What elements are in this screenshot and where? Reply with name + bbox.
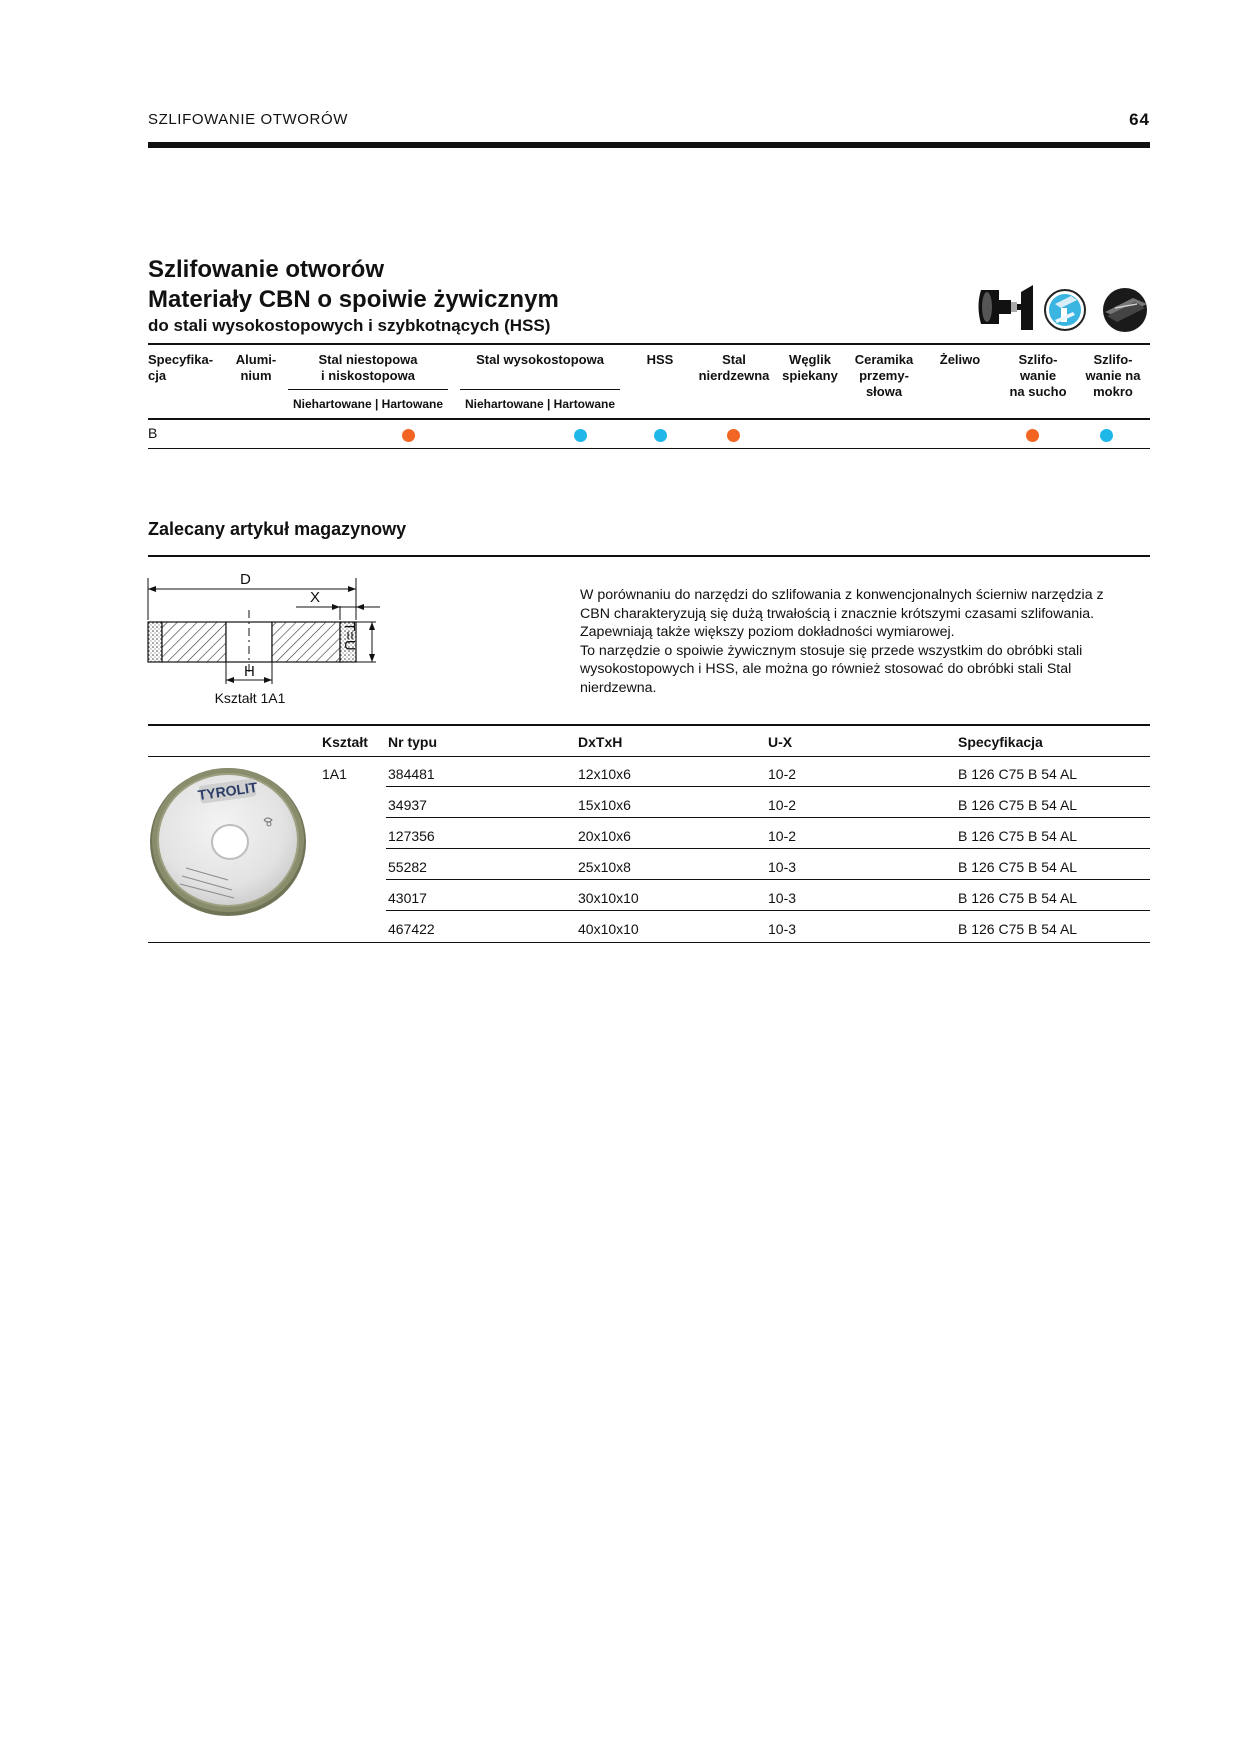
spec-header-low-alloy-steel: Stal niestopowa i niskostopowa <box>318 352 418 383</box>
cell-dimensions: 40x10x10 <box>578 921 639 937</box>
shape-caption: Kształt 1A1 <box>214 690 286 706</box>
spec-header-ceramic: Ceramika przemy- słowa <box>854 352 914 399</box>
low-alloy-subheader: Niehartowane | Hartowane <box>292 397 444 411</box>
wheel-brand-logo: TYROLIT <box>196 778 259 804</box>
steel-profile-icon <box>1045 290 1085 330</box>
product-table-header-rule <box>148 756 1150 757</box>
cell-dimensions: 25x10x8 <box>578 859 631 875</box>
spec-header-stainless: Stal nierdzewna <box>698 352 770 383</box>
cell-specification: B 126 C75 B 54 AL <box>958 766 1078 782</box>
spec-row-label: B <box>148 425 158 441</box>
product-table-top-rule <box>148 724 1150 726</box>
cell-specification: B 126 C75 B 54 AL <box>958 921 1078 937</box>
column-header-specification: Specyfikacja <box>958 734 1043 750</box>
spec-header-cast-iron: Żeliwo <box>939 352 981 367</box>
cell-dimensions: 30x10x10 <box>578 890 639 906</box>
cell-u-x: 10-3 <box>768 859 797 875</box>
suitability-dot-low-alloy-hardened <box>402 429 415 442</box>
grinding-wheel-image <box>148 760 308 920</box>
cell-type-no: 43017 <box>388 890 427 906</box>
spec-table-header-rule <box>148 418 1150 420</box>
suitability-dot-wet-grinding <box>1100 429 1113 442</box>
recommended-section-title: Zalecany artykuł magazynowy <box>148 519 407 539</box>
table-row-divider <box>386 910 1150 911</box>
cell-dimensions: 15x10x6 <box>578 797 631 813</box>
spec-header-specification: Specyfika- cja <box>148 352 214 383</box>
suitability-dot-dry-grinding <box>1026 429 1039 442</box>
running-header-title: SZLIFOWANIE OTWORÓW <box>148 111 348 128</box>
cell-specification: B 126 C75 B 54 AL <box>958 828 1078 844</box>
cell-u-x: 10-3 <box>768 921 797 937</box>
spec-header-wet-grinding: Szlifo- wanie na mokro <box>1085 352 1141 399</box>
spec-header-high-alloy-steel: Stal wysokostopowa <box>476 352 604 367</box>
header-rule <box>148 142 1150 148</box>
spec-table-bottom-rule <box>148 448 1150 449</box>
table-row-divider <box>386 817 1150 818</box>
column-header-shape: Kształt <box>322 734 368 750</box>
product-table-bottom-rule <box>148 942 1150 943</box>
cell-type-no: 467422 <box>388 921 435 937</box>
suitability-dot-high-alloy-hardened <box>574 429 587 442</box>
product-description: W porównaniu do narzędzi do szlifowania z konwencjonalnych ścierniw narzędzia z CBN charakteryzują się dużą trwałością i znacznie krótszymi czasami szlifowania. Zapewniają także większy poziom dokładności wymiarowej. To narzędzie o spoiwie żywicznym stosuje się przede wszystkim do obróbki stali wysokostopowych i HSS, ale można go również stosować do obróbki stali Stal nierdzewna. <box>580 587 1104 696</box>
dimension-label-x: X <box>310 589 321 606</box>
column-header-type-no: Nr typu <box>388 734 437 750</box>
suitability-dot-stainless <box>727 429 740 442</box>
table-row-divider <box>386 848 1150 849</box>
cell-type-no: 384481 <box>388 766 435 782</box>
spec-header-carbide: Węglik spiekany <box>782 352 838 383</box>
cell-u-x: 10-3 <box>768 890 797 906</box>
table-row-divider <box>386 879 1150 880</box>
column-header-u-x: U-X <box>768 734 793 750</box>
cell-dimensions: 12x10x6 <box>578 766 631 782</box>
high-alloy-sub-rule <box>460 389 620 390</box>
column-header-dimensions: DxTxH <box>578 734 623 750</box>
cell-u-x: 10-2 <box>768 797 797 813</box>
page-number: 64 <box>1129 110 1150 129</box>
spec-header-aluminium: Alumi- nium <box>235 352 277 383</box>
dimension-label-h: H <box>244 663 255 680</box>
dimension-label-d: D <box>240 571 251 588</box>
page-title: Szlifowanie otworów <box>148 256 385 283</box>
cell-specification: B 126 C75 B 54 AL <box>958 797 1078 813</box>
high-alloy-subheader: Niehartowane | Hartowane <box>464 397 616 411</box>
cell-dimensions: 20x10x6 <box>578 828 631 844</box>
shape-value: 1A1 <box>322 766 347 782</box>
suitability-dot-hss <box>654 429 667 442</box>
cell-u-x: 10-2 <box>768 828 797 844</box>
spec-header-dry-grinding: Szlifo- wanie na sucho <box>1009 352 1067 399</box>
cell-specification: B 126 C75 B 54 AL <box>958 890 1078 906</box>
table-row-divider <box>386 786 1150 787</box>
cell-type-no: 34937 <box>388 797 427 813</box>
spec-table-top-rule <box>148 343 1150 345</box>
cell-type-no: 127356 <box>388 828 435 844</box>
recommended-section-rule <box>148 555 1150 557</box>
cell-u-x: 10-2 <box>768 766 797 782</box>
dimension-label-t-u: T=U <box>341 622 358 651</box>
spec-header-hss: HSS <box>646 352 674 367</box>
cell-type-no: 55282 <box>388 859 427 875</box>
page-subtitle: do stali wysokostopowych i szybkotnących (HSS) <box>148 316 551 335</box>
cell-specification: B 126 C75 B 54 AL <box>958 859 1078 875</box>
sheet-metal-icon <box>1103 288 1147 332</box>
material-icons <box>975 282 1151 336</box>
page-title-line2: Materiały CBN o spoiwie żywicznym <box>148 286 559 313</box>
grinding-tools-icon <box>979 285 1034 330</box>
low-alloy-sub-rule <box>288 389 448 390</box>
